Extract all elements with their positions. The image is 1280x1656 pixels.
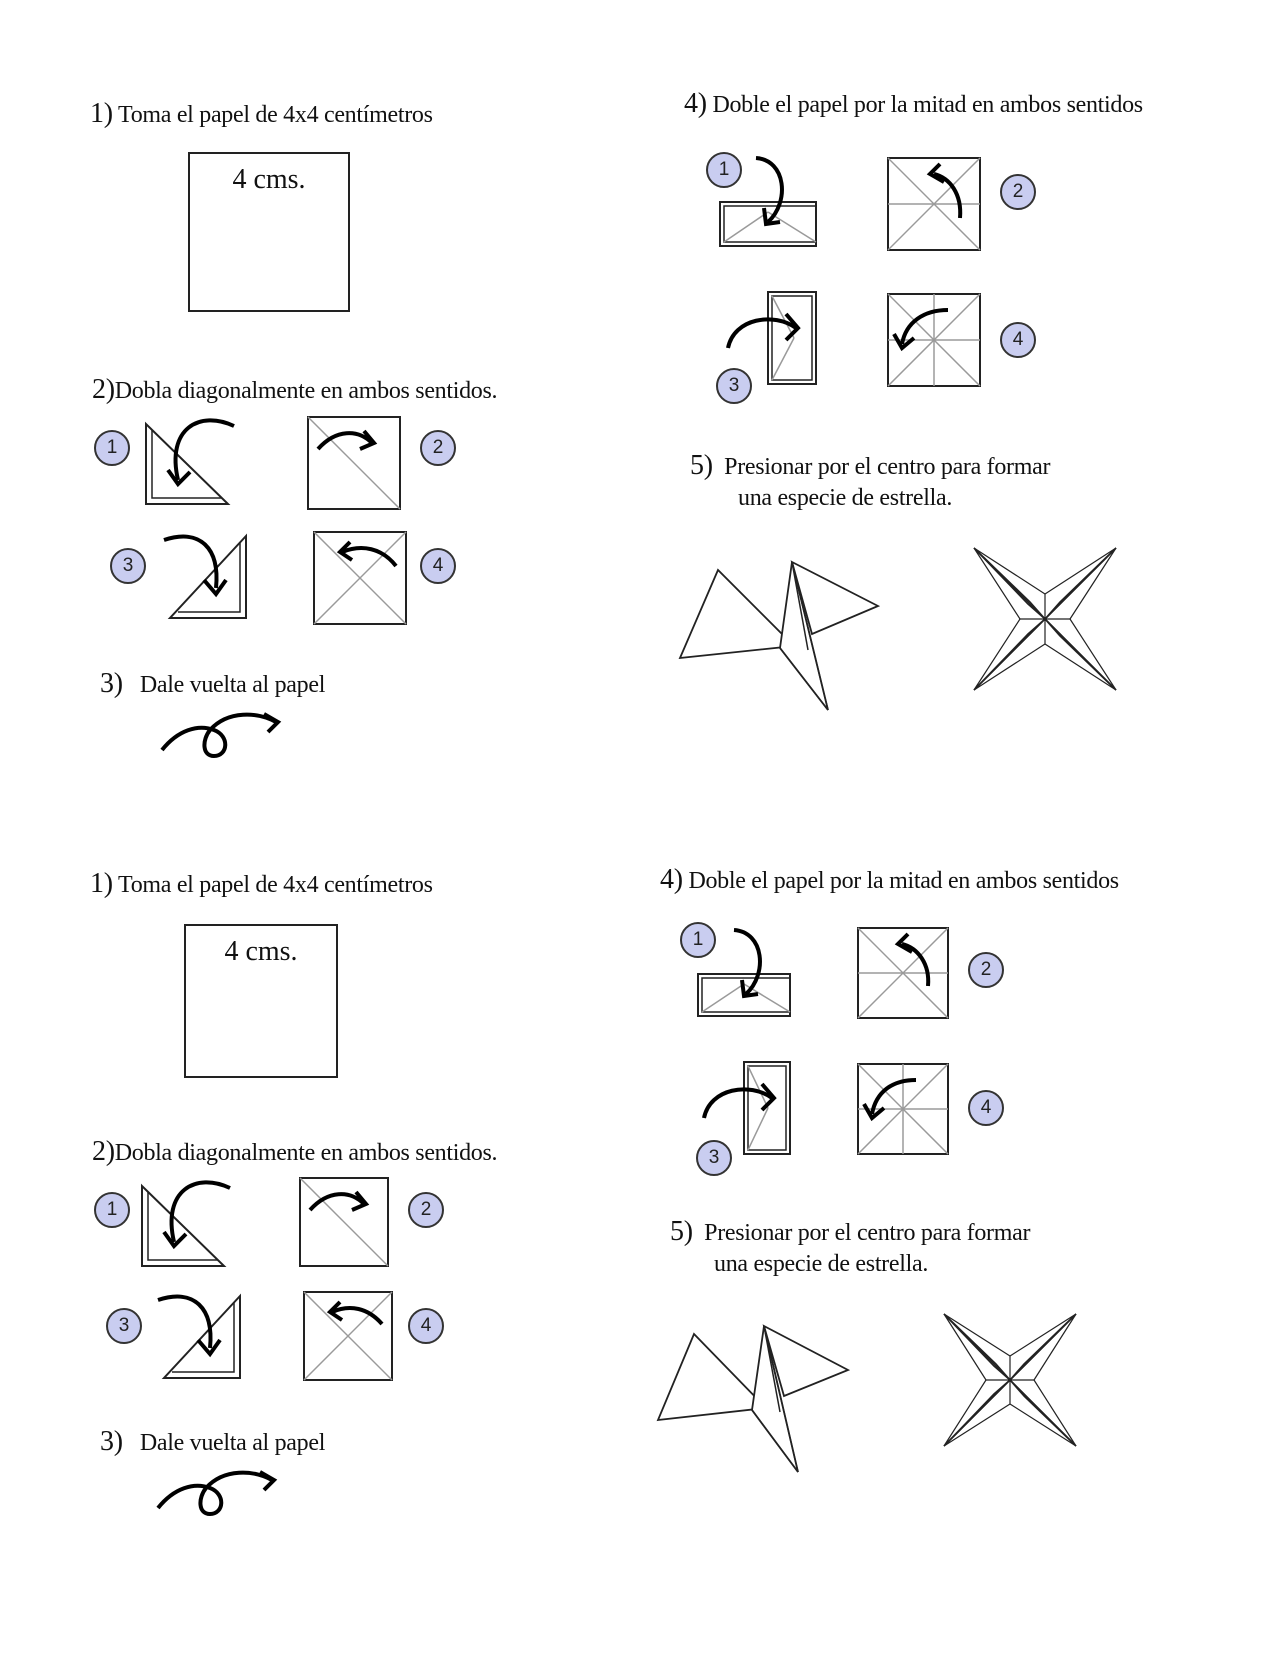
- step3-text: Dale vuelta al papel: [139, 672, 326, 698]
- fold-diagonal-1-diagram: [136, 1172, 236, 1272]
- step4-heading: [660, 866, 1119, 895]
- step4-badge-1: 1: [680, 922, 716, 958]
- fold-diagonal-2-diagram: [298, 1176, 390, 1268]
- step2-heading: [92, 376, 497, 405]
- step5-heading-line1: [690, 452, 1050, 481]
- fold-diagonal-4-diagram: [312, 530, 408, 626]
- step4-text: Doble el papel por la mitad en ambos sentidos: [688, 868, 1119, 894]
- step5-text-line2: una especie de estrella.: [714, 1251, 929, 1277]
- pressed-star-side-diagram: [656, 1324, 856, 1480]
- step2-badge-4: 4: [420, 548, 456, 584]
- step1-text: Toma el papel de 4x4 centímetros: [118, 872, 433, 898]
- fold-half-1-diagram: [694, 924, 804, 1024]
- step3-text: Dale vuelta al papel: [139, 1430, 326, 1456]
- step3-heading: [100, 670, 325, 699]
- step4-badge-2: 2: [1000, 174, 1036, 210]
- step1-number: 1): [90, 98, 113, 129]
- step2-badge-2: 2: [420, 430, 456, 466]
- step4-badge-3: 3: [696, 1140, 732, 1176]
- step2-number: 2): [92, 1136, 115, 1167]
- step4-badge-1: 1: [706, 152, 742, 188]
- step2-badge-2: 2: [408, 1192, 444, 1228]
- step2-text: Dobla diagonalmente en ambos sentidos.: [114, 378, 498, 404]
- fold-diagonal-3-diagram: [154, 1288, 250, 1388]
- pressed-star-side-diagram: [678, 560, 888, 720]
- step2-badge-3: 3: [106, 1308, 142, 1344]
- step4-badge-2: 2: [968, 952, 1004, 988]
- step2-badge-1: 1: [94, 1192, 130, 1228]
- step5-number: 5): [690, 450, 713, 481]
- fold-half-1-diagram: [716, 152, 826, 252]
- fold-half-4-diagram: [856, 1062, 950, 1156]
- step1-text: Toma el papel de 4x4 centímetros: [118, 102, 433, 128]
- turn-over-arrow-icon: [158, 700, 288, 760]
- step5-text-line1: Presionar por el centro para formar: [704, 1220, 1031, 1246]
- step3-number: 3): [100, 668, 123, 699]
- step5-text-line1: Presionar por el centro para formar: [724, 454, 1051, 480]
- fold-half-2-diagram: [856, 926, 950, 1020]
- step2-badge-4: 4: [408, 1308, 444, 1344]
- step4-text: Doble el papel por la mitad en ambos sentidos: [712, 92, 1143, 118]
- step2-heading: [92, 1138, 497, 1167]
- step4-badge-4: 4: [968, 1090, 1004, 1126]
- step4-number: 4): [660, 864, 683, 895]
- step1-heading: [90, 100, 433, 129]
- step2-badge-1: 1: [94, 430, 130, 466]
- step2-text: Dobla diagonalmente en ambos sentidos.: [114, 1140, 498, 1166]
- fold-half-2-diagram: [886, 156, 982, 252]
- step4-number: 4): [684, 88, 707, 119]
- square-size-label: 4 cms.: [224, 936, 298, 967]
- fold-diagonal-2-diagram: [306, 415, 402, 511]
- fold-half-4-diagram: [886, 292, 982, 388]
- step5-text-line2: una especie de estrella.: [738, 485, 953, 511]
- step5-number: 5): [670, 1216, 693, 1247]
- paper-square: [184, 924, 338, 1078]
- instruction-sheet-top: [0, 60, 1280, 840]
- fold-diagonal-1-diagram: [140, 410, 240, 510]
- step3-heading: [100, 1428, 325, 1457]
- turn-over-arrow-icon: [154, 1458, 284, 1518]
- fold-diagonal-3-diagram: [160, 528, 256, 628]
- step1-number: 1): [90, 868, 113, 899]
- step4-heading: [684, 90, 1143, 119]
- step2-badge-3: 3: [110, 548, 146, 584]
- instruction-sheet-bottom: [0, 840, 1280, 1620]
- paper-square: [188, 152, 350, 312]
- step3-number: 3): [100, 1426, 123, 1457]
- four-point-star-diagram: [940, 1310, 1080, 1450]
- step2-number: 2): [92, 374, 115, 405]
- fold-diagonal-4-diagram: [302, 1290, 394, 1382]
- step4-badge-4: 4: [1000, 322, 1036, 358]
- square-size-label: 4 cms.: [232, 164, 306, 195]
- four-point-star-diagram: [970, 544, 1120, 694]
- step4-badge-3: 3: [716, 368, 752, 404]
- step5-heading-line1: [670, 1218, 1030, 1247]
- step1-heading: [90, 870, 433, 899]
